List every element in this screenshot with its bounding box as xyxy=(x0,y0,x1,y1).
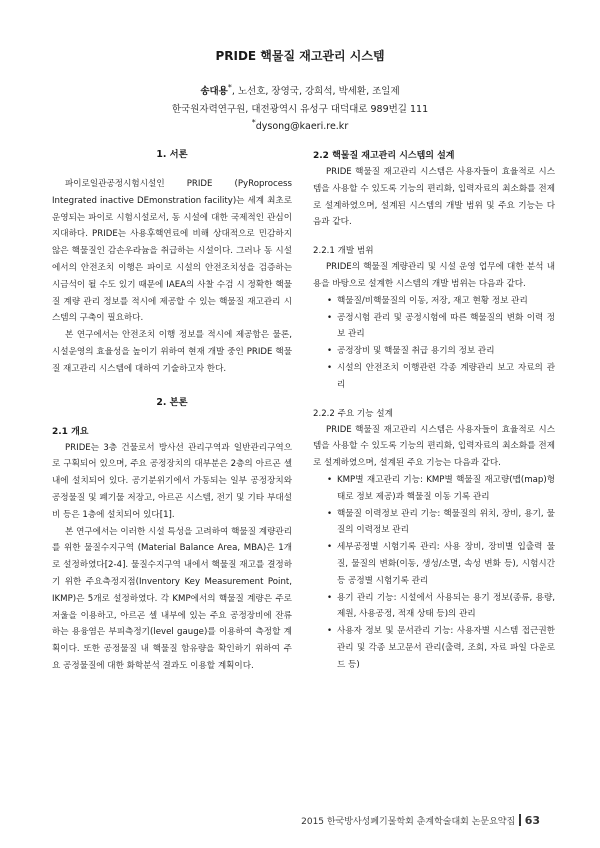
email-address: dysong@kaeri.re.kr xyxy=(255,121,349,133)
page-number: 63 xyxy=(524,814,540,827)
page-footer xyxy=(301,814,540,827)
intro-paragraph-1: 파이로일관공정시험시설인 PRIDE (PyRoprocess Integrated inactive DEmonstration facility)는 세계 최초로 운영되는 파이로 시험시설로서, 동 시설에 대한 국제적인 관심이 지대하다. PRIDE는 사용후핵연료에 비해 상대적으로 민감하지 않은 핵물질인 감손우라늄을 취급하는 시설이다. 그러나 동 시설에서의 안전조치 이행은 파이로 시설의 안전조치성을 검증하는 시금석이 될 수도 있기 때문에 IAEA의 사찰 수검 시 정확한 핵물질 계량 관리 정보를 적시에 제공할 수 있는 핵물질 재고관리 시스템의 구축이 필요하다. xyxy=(52,179,292,324)
section-heading-introduction: 1. 서론 xyxy=(156,149,188,160)
scope-paragraph: PRIDE의 핵물질 계량관리 및 시설 운영 업무에 대한 분석 내용을 바탕으로 설계한 시스템의 개발 범위는 다음과 같다. xyxy=(313,262,555,289)
subsubsection-heading-functions: 2.2.2 주요 기능 설계 xyxy=(313,408,393,419)
overview-paragraph-1: PRIDE는 3층 건물로서 방사선 관리구역과 일반관리구역으로 구획되어 있으며, 주요 공정장치의 대부분은 2층의 아르곤 셀 내에 설치되어 있다. 공기분위기에서 가동되는 일부 공정장치와 공정물질 및 폐기물 저장고, 아르곤 시스템, 전기 및 기타 부대설비 등은 1층에 설치되어 있다[1]. xyxy=(52,442,292,520)
overview-paragraph-2: 본 연구에서는 이러한 시설 특성을 고려하여 핵물질 계량관리를 위한 물질수지구역 (Material Balance Area, MBA)은 1개로 설정하였다[2-4]. 물질수지구역 내에서 핵물질 재고를 결정하기 위한 주요측정지점(Inventory Key Measurement Point, IKMP)은 5개로 설정하였다. 각 KMP에서의 핵물질 계량은 주로 저울을 이용하고, 아르곤 셀 내부에 있는 주요 공정장비에 잔류하는 용융염은 부피측정기(level gauge)를 이용하여 측정할 계획이다. 또한 공정물질 내 핵물질 함유량을 확인하기 위하여 주요 공정물질에 대한 화학분석 결과도 이용할 계획이다. xyxy=(52,526,292,671)
corresponding-mark: * xyxy=(227,83,232,92)
list-item: • 세부공정별 시험기록 관리: 사용 장비, 장비별 입출력 물질, 물질의 변화(이동, 생성/소멸, 속성 변화 등), 시험시간 등 공정별 시험기록 관리 xyxy=(327,539,555,589)
list-item: • 핵물질 이력정보 관리 기능: 핵물질의 위치, 장비, 용기, 물질의 이력정보 관리 xyxy=(327,506,555,540)
scope-list xyxy=(313,293,555,394)
email-mark: * xyxy=(251,118,256,127)
lead-author: 송대용 xyxy=(200,86,228,98)
affiliation: 한국원자력연구원, 대전광역시 유성구 대덕대로 989번길 111 xyxy=(171,104,429,115)
subsection-heading-design: 2.2 핵물질 재고관리 시스템의 설계 xyxy=(313,151,455,161)
list-item: • 공정장비 및 핵물질 취급 용기의 정보 관리 xyxy=(327,343,555,360)
co-authors: , 노선호, 장영국, 강희석, 박세환, 조일제 xyxy=(231,86,400,98)
design-paragraph: PRIDE 핵물질 재고관리 시스템은 사용자들이 효율적로 시스템을 사용할 수 있도록 기능의 편리화, 입력자료의 최소화를 전제로 설계하였으며, 설계된 시스템의 개발 범위 및 주요 기능는 다음과 같다. xyxy=(313,167,555,228)
left-column xyxy=(52,148,292,675)
list-item: • 핵물질/비핵물질의 이동, 저장, 재고 현황 정보 관리 xyxy=(327,293,555,310)
paper-title: PRIDE 핵물질 재고관리 시스템 xyxy=(215,49,385,63)
intro-paragraph-2: 본 연구에서는 안전조치 이행 정보를 적시에 제공함은 물론, 시설운영의 효율성을 높이기 위하여 현재 개발 중인 PRIDE 핵물질 재고관리 시스템에 대하여 기술하고자 한다. xyxy=(52,330,292,374)
section-heading-body: 2. 본론 xyxy=(156,396,188,408)
list-item: • 용기 관리 기능: 시설에서 사용되는 용기 정보(종류, 용량, 제원, 사용공정, 적재 상태 등)의 관리 xyxy=(327,590,555,624)
author-email xyxy=(0,118,600,132)
right-column xyxy=(313,148,555,674)
footer-divider xyxy=(519,814,521,826)
list-item: • 시설의 안전조치 이행관련 각종 계량관리 보고 자료의 관리 xyxy=(327,360,555,394)
subsubsection-heading-scope: 2.2.1 개발 범위 xyxy=(313,246,374,257)
functions-paragraph: PRIDE 핵물질 재고관리 시스템은 사용자들이 효율적로 시스템을 사용할 수 있도록 기능의 편리화, 입력자료의 최소화를 전제로 설계하였으며, 설계된 주요 기능는 다음과 같다. xyxy=(313,424,555,469)
list-item: • KMP별 재고관리 기능: KMP별 핵물질 재고량(맵(map)형태로 정보 제공)과 핵물질 이동 기록 관리 xyxy=(327,472,555,506)
proceedings-name: 2015 한국방사성폐기물학회 춘계학술대회 논문요약집 xyxy=(301,817,516,827)
author-list xyxy=(0,83,600,97)
list-item: • 공정시험 관리 및 공정시험에 따른 핵물질의 변화 이력 정보 관리 xyxy=(327,310,555,344)
subsection-heading-overview: 2.1 개요 xyxy=(52,426,89,437)
list-item: • 사용자 정보 및 문서관리 기능: 사용자별 시스템 접근권한 관리 및 각종 보고문서 관리(출력, 조회, 자료 파일 다운로드 등) xyxy=(327,623,555,673)
functions-list xyxy=(313,472,555,674)
